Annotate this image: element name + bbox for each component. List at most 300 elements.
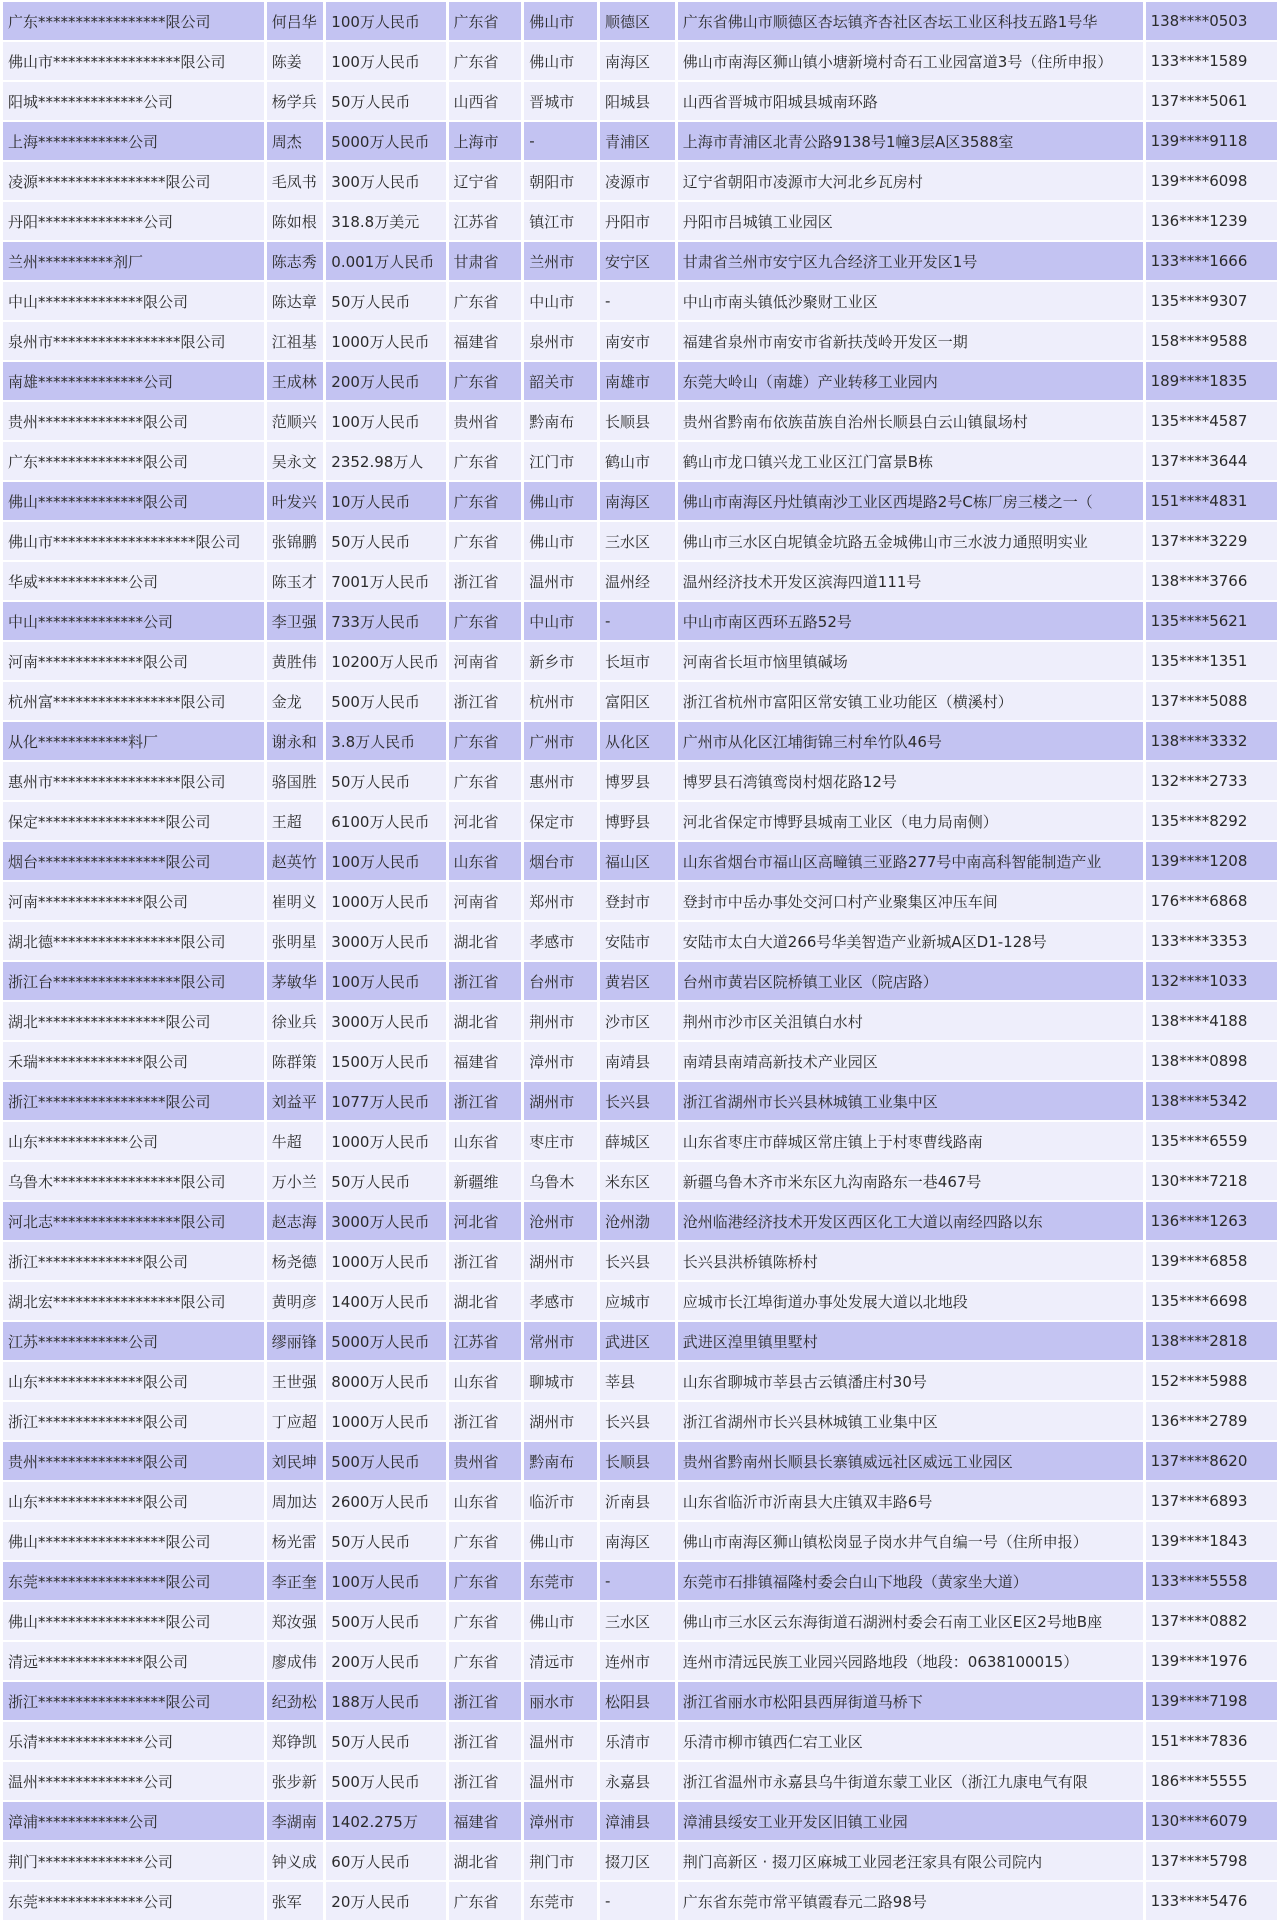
province-cell: 广东省 bbox=[449, 762, 522, 800]
table-row bbox=[3, 1682, 1277, 1720]
address-cell: 山东省烟台市福山区高疃镇三亚路277号中南高科智能制造产业 bbox=[678, 842, 1143, 880]
province-cell: 广东省 bbox=[449, 722, 522, 760]
province-cell: 辽宁省 bbox=[449, 162, 522, 200]
province-cell: 江苏省 bbox=[449, 1322, 522, 1360]
table-row bbox=[3, 522, 1277, 560]
address-cell: 福建省泉州市南安市省新扶茂岭开发区一期 bbox=[678, 322, 1143, 360]
table-row bbox=[3, 1042, 1277, 1080]
address-cell: 长兴县洪桥镇陈桥村 bbox=[678, 1242, 1143, 1280]
company-name-cell: 乌鲁木*****************限公司 bbox=[3, 1162, 264, 1200]
legal-person-cell: 范顺兴 bbox=[267, 402, 324, 440]
legal-person-cell: 茅敏华 bbox=[267, 962, 324, 1000]
address-cell: 山东省临沂市沂南县大庄镇双丰路6号 bbox=[678, 1482, 1143, 1520]
address-cell: 南靖县南靖高新技术产业园区 bbox=[678, 1042, 1143, 1080]
address-cell: 广东省东莞市常平镇霞春元二路98号 bbox=[678, 1882, 1143, 1920]
address-cell: 贵州省黔南州长顺县长寨镇威远社区威远工业园区 bbox=[678, 1442, 1143, 1480]
phone-cell: 189****1835 bbox=[1146, 362, 1277, 400]
district-cell: 应城市 bbox=[600, 1282, 675, 1320]
phone-cell: 130****7218 bbox=[1146, 1162, 1277, 1200]
legal-person-cell: 谢永和 bbox=[267, 722, 324, 760]
registered-capital-cell: 100万人民币 bbox=[326, 2, 445, 40]
table-row bbox=[3, 1362, 1277, 1400]
district-cell: 薛城区 bbox=[600, 1122, 675, 1160]
phone-cell: 137****5798 bbox=[1146, 1842, 1277, 1880]
registered-capital-cell: 8000万人民币 bbox=[326, 1362, 445, 1400]
table-row bbox=[3, 602, 1277, 640]
legal-person-cell: 周加达 bbox=[267, 1482, 324, 1520]
city-cell: 温州市 bbox=[524, 1722, 597, 1760]
district-cell: 武进区 bbox=[600, 1322, 675, 1360]
address-cell: 浙江省湖州市长兴县林城镇工业集中区 bbox=[678, 1402, 1143, 1440]
city-cell: 聊城市 bbox=[524, 1362, 597, 1400]
province-cell: 广东省 bbox=[449, 482, 522, 520]
registered-capital-cell: 50万人民币 bbox=[326, 522, 445, 560]
phone-cell: 151****4831 bbox=[1146, 482, 1277, 520]
city-cell: 漳州市 bbox=[524, 1802, 597, 1840]
phone-cell: 138****3766 bbox=[1146, 562, 1277, 600]
registered-capital-cell: 200万人民币 bbox=[326, 362, 445, 400]
district-cell: 博野县 bbox=[600, 802, 675, 840]
district-cell: 三水区 bbox=[600, 1602, 675, 1640]
district-cell: 南靖县 bbox=[600, 1042, 675, 1080]
phone-cell: 133****5476 bbox=[1146, 1882, 1277, 1920]
district-cell: 漳浦县 bbox=[600, 1802, 675, 1840]
table-row bbox=[3, 1322, 1277, 1360]
city-cell: 温州市 bbox=[524, 1762, 597, 1800]
city-cell: 广州市 bbox=[524, 722, 597, 760]
address-cell: 山东省枣庄市薛城区常庄镇上于村枣曹线路南 bbox=[678, 1122, 1143, 1160]
table-row bbox=[3, 642, 1277, 680]
table-row bbox=[3, 282, 1277, 320]
registered-capital-cell: 50万人民币 bbox=[326, 1722, 445, 1760]
address-cell: 山西省晋城市阳城县城南环路 bbox=[678, 82, 1143, 120]
city-cell: 孝感市 bbox=[524, 1282, 597, 1320]
province-cell: 江苏省 bbox=[449, 202, 522, 240]
district-cell: 沂南县 bbox=[600, 1482, 675, 1520]
district-cell: - bbox=[600, 1562, 675, 1600]
phone-cell: 139****9118 bbox=[1146, 122, 1277, 160]
registered-capital-cell: 1500万人民币 bbox=[326, 1042, 445, 1080]
phone-cell: 139****7198 bbox=[1146, 1682, 1277, 1720]
district-cell: 鹤山市 bbox=[600, 442, 675, 480]
phone-cell: 138****0503 bbox=[1146, 2, 1277, 40]
address-cell: 浙江省温州市永嘉县乌牛街道东蒙工业区（浙江九康电气有限 bbox=[678, 1762, 1143, 1800]
address-cell: 辽宁省朝阳市凌源市大河北乡瓦房村 bbox=[678, 162, 1143, 200]
registered-capital-cell: 500万人民币 bbox=[326, 1762, 445, 1800]
city-cell: 朝阳市 bbox=[524, 162, 597, 200]
province-cell: 河北省 bbox=[449, 1202, 522, 1240]
legal-person-cell: 李正奎 bbox=[267, 1562, 324, 1600]
legal-person-cell: 王世强 bbox=[267, 1362, 324, 1400]
address-cell: 浙江省丽水市松阳县西屏街道马桥下 bbox=[678, 1682, 1143, 1720]
registered-capital-cell: 2352.98万人 bbox=[326, 442, 445, 480]
legal-person-cell: 吴永文 bbox=[267, 442, 324, 480]
district-cell: - bbox=[600, 602, 675, 640]
legal-person-cell: 黄明彦 bbox=[267, 1282, 324, 1320]
company-name-cell: 佛山**************限公司 bbox=[3, 482, 264, 520]
city-cell: 泉州市 bbox=[524, 322, 597, 360]
city-cell: 保定市 bbox=[524, 802, 597, 840]
province-cell: 上海市 bbox=[449, 122, 522, 160]
address-cell: 东莞市石排镇福隆村委会白山下地段（黄家坐大道） bbox=[678, 1562, 1143, 1600]
registered-capital-cell: 100万人民币 bbox=[326, 1562, 445, 1600]
legal-person-cell: 缪丽锋 bbox=[267, 1322, 324, 1360]
table-row bbox=[3, 1762, 1277, 1800]
company-name-cell: 佛山市*******************限公司 bbox=[3, 522, 264, 560]
district-cell: 南海区 bbox=[600, 42, 675, 80]
table-row bbox=[3, 1842, 1277, 1880]
registered-capital-cell: 1000万人民币 bbox=[326, 1402, 445, 1440]
city-cell: 杭州市 bbox=[524, 682, 597, 720]
phone-cell: 137****5088 bbox=[1146, 682, 1277, 720]
table-row bbox=[3, 882, 1277, 920]
address-cell: 甘肃省兰州市安宁区九合经济工业开发区1号 bbox=[678, 242, 1143, 280]
registered-capital-cell: 50万人民币 bbox=[326, 282, 445, 320]
table-row bbox=[3, 722, 1277, 760]
table-row bbox=[3, 322, 1277, 360]
province-cell: 湖北省 bbox=[449, 922, 522, 960]
district-cell: 沧州渤 bbox=[600, 1202, 675, 1240]
table-row bbox=[3, 1402, 1277, 1440]
legal-person-cell: 周杰 bbox=[267, 122, 324, 160]
city-cell: 东莞市 bbox=[524, 1882, 597, 1920]
district-cell: 安宁区 bbox=[600, 242, 675, 280]
district-cell: 掇刀区 bbox=[600, 1842, 675, 1880]
phone-cell: 132****1033 bbox=[1146, 962, 1277, 1000]
phone-cell: 137****5061 bbox=[1146, 82, 1277, 120]
phone-cell: 135****9307 bbox=[1146, 282, 1277, 320]
city-cell: 常州市 bbox=[524, 1322, 597, 1360]
legal-person-cell: 金龙 bbox=[267, 682, 324, 720]
district-cell: 乐清市 bbox=[600, 1722, 675, 1760]
company-name-cell: 从化************料厂 bbox=[3, 722, 264, 760]
district-cell: 南雄市 bbox=[600, 362, 675, 400]
district-cell: 丹阳市 bbox=[600, 202, 675, 240]
district-cell: 博罗县 bbox=[600, 762, 675, 800]
address-cell: 河北省保定市博野县城南工业区（电力局南侧） bbox=[678, 802, 1143, 840]
company-name-cell: 乐清**************公司 bbox=[3, 1722, 264, 1760]
legal-person-cell: 崔明义 bbox=[267, 882, 324, 920]
district-cell: 富阳区 bbox=[600, 682, 675, 720]
district-cell: 南海区 bbox=[600, 482, 675, 520]
legal-person-cell: 钟义成 bbox=[267, 1842, 324, 1880]
table-row bbox=[3, 202, 1277, 240]
company-name-cell: 山东**************限公司 bbox=[3, 1362, 264, 1400]
city-cell: 新乡市 bbox=[524, 642, 597, 680]
table-row bbox=[3, 1082, 1277, 1120]
company-name-cell: 河北志*****************限公司 bbox=[3, 1202, 264, 1240]
company-name-cell: 中山**************公司 bbox=[3, 602, 264, 640]
registered-capital-cell: 7001万人民币 bbox=[326, 562, 445, 600]
company-name-cell: 河南**************限公司 bbox=[3, 642, 264, 680]
company-name-cell: 惠州市*****************限公司 bbox=[3, 762, 264, 800]
company-name-cell: 中山**************限公司 bbox=[3, 282, 264, 320]
phone-cell: 139****1843 bbox=[1146, 1522, 1277, 1560]
city-cell: 温州市 bbox=[524, 562, 597, 600]
address-cell: 丹阳市吕城镇工业园区 bbox=[678, 202, 1143, 240]
table-row bbox=[3, 922, 1277, 960]
registered-capital-cell: 3000万人民币 bbox=[326, 1202, 445, 1240]
city-cell: 中山市 bbox=[524, 602, 597, 640]
city-cell: 中山市 bbox=[524, 282, 597, 320]
registered-capital-cell: 3000万人民币 bbox=[326, 922, 445, 960]
phone-cell: 138****3332 bbox=[1146, 722, 1277, 760]
city-cell: 佛山市 bbox=[524, 1522, 597, 1560]
table-row bbox=[3, 42, 1277, 80]
registered-capital-cell: 318.8万美元 bbox=[326, 202, 445, 240]
company-name-cell: 保定*****************限公司 bbox=[3, 802, 264, 840]
province-cell: 广东省 bbox=[449, 282, 522, 320]
registered-capital-cell: 1400万人民币 bbox=[326, 1282, 445, 1320]
table-row bbox=[3, 1802, 1277, 1840]
city-cell: 镇江市 bbox=[524, 202, 597, 240]
registered-capital-cell: 6100万人民币 bbox=[326, 802, 445, 840]
district-cell: 顺德区 bbox=[600, 2, 675, 40]
phone-cell: 133****3353 bbox=[1146, 922, 1277, 960]
company-name-cell: 浙江*****************限公司 bbox=[3, 1682, 264, 1720]
registered-capital-cell: 50万人民币 bbox=[326, 82, 445, 120]
legal-person-cell: 刘益平 bbox=[267, 1082, 324, 1120]
registered-capital-cell: 60万人民币 bbox=[326, 1842, 445, 1880]
table-row bbox=[3, 1242, 1277, 1280]
district-cell: 青浦区 bbox=[600, 122, 675, 160]
province-cell: 河南省 bbox=[449, 642, 522, 680]
company-name-cell: 南雄**************公司 bbox=[3, 362, 264, 400]
registered-capital-cell: 5000万人民币 bbox=[326, 1322, 445, 1360]
district-cell: 温州经 bbox=[600, 562, 675, 600]
registered-capital-cell: 3.8万人民币 bbox=[326, 722, 445, 760]
legal-person-cell: 何吕华 bbox=[267, 2, 324, 40]
city-cell: 黔南布 bbox=[524, 402, 597, 440]
address-cell: 河南省长垣市恼里镇碱场 bbox=[678, 642, 1143, 680]
table-row bbox=[3, 1602, 1277, 1640]
phone-cell: 136****2789 bbox=[1146, 1402, 1277, 1440]
province-cell: 广东省 bbox=[449, 42, 522, 80]
province-cell: 福建省 bbox=[449, 1802, 522, 1840]
province-cell: 河北省 bbox=[449, 802, 522, 840]
phone-cell: 133****1589 bbox=[1146, 42, 1277, 80]
province-cell: 贵州省 bbox=[449, 402, 522, 440]
phone-cell: 132****2733 bbox=[1146, 762, 1277, 800]
province-cell: 山东省 bbox=[449, 1482, 522, 1520]
registered-capital-cell: 100万人民币 bbox=[326, 42, 445, 80]
company-name-cell: 河南**************限公司 bbox=[3, 882, 264, 920]
address-cell: 博罗县石湾镇鸾岗村烟花路12号 bbox=[678, 762, 1143, 800]
table-row bbox=[3, 1122, 1277, 1160]
table-row bbox=[3, 962, 1277, 1000]
legal-person-cell: 纪劲松 bbox=[267, 1682, 324, 1720]
phone-cell: 139****6098 bbox=[1146, 162, 1277, 200]
province-cell: 浙江省 bbox=[449, 1722, 522, 1760]
city-cell: 郑州市 bbox=[524, 882, 597, 920]
city-cell: 佛山市 bbox=[524, 522, 597, 560]
phone-cell: 152****5988 bbox=[1146, 1362, 1277, 1400]
city-cell: 佛山市 bbox=[524, 2, 597, 40]
phone-cell: 151****7836 bbox=[1146, 1722, 1277, 1760]
province-cell: 贵州省 bbox=[449, 1442, 522, 1480]
table-row bbox=[3, 1442, 1277, 1480]
address-cell: 上海市青浦区北青公路9138号1幢3层A区3588室 bbox=[678, 122, 1143, 160]
city-cell: 湖州市 bbox=[524, 1082, 597, 1120]
company-name-cell: 烟台*****************限公司 bbox=[3, 842, 264, 880]
registered-capital-cell: 100万人民币 bbox=[326, 402, 445, 440]
company-name-cell: 温州**************公司 bbox=[3, 1762, 264, 1800]
company-name-cell: 山东************公司 bbox=[3, 1122, 264, 1160]
address-cell: 浙江省湖州市长兴县林城镇工业集中区 bbox=[678, 1082, 1143, 1120]
company-name-cell: 佛山市*****************限公司 bbox=[3, 42, 264, 80]
phone-cell: 135****8292 bbox=[1146, 802, 1277, 840]
phone-cell: 135****4587 bbox=[1146, 402, 1277, 440]
company-name-cell: 江苏************公司 bbox=[3, 1322, 264, 1360]
legal-person-cell: 陈玉才 bbox=[267, 562, 324, 600]
address-cell: 荆州市沙市区关沮镇白水村 bbox=[678, 1002, 1143, 1040]
province-cell: 甘肃省 bbox=[449, 242, 522, 280]
registered-capital-cell: 50万人民币 bbox=[326, 762, 445, 800]
address-cell: 沧州临港经济技术开发区西区化工大道以南经四路以东 bbox=[678, 1202, 1143, 1240]
legal-person-cell: 杨尧德 bbox=[267, 1242, 324, 1280]
table-row bbox=[3, 122, 1277, 160]
address-cell: 佛山市南海区狮山镇小塘新境村奇石工业园富道3号（住所申报） bbox=[678, 42, 1143, 80]
table-row bbox=[3, 1282, 1277, 1320]
company-name-cell: 东莞*****************限公司 bbox=[3, 1562, 264, 1600]
phone-cell: 138****5342 bbox=[1146, 1082, 1277, 1120]
registered-capital-cell: 100万人民币 bbox=[326, 962, 445, 1000]
table-row bbox=[3, 1482, 1277, 1520]
province-cell: 浙江省 bbox=[449, 1242, 522, 1280]
legal-person-cell: 张军 bbox=[267, 1882, 324, 1920]
phone-cell: 136****1263 bbox=[1146, 1202, 1277, 1240]
registered-capital-cell: 1000万人民币 bbox=[326, 322, 445, 360]
registered-capital-cell: 1000万人民币 bbox=[326, 882, 445, 920]
company-name-cell: 凌源*****************限公司 bbox=[3, 162, 264, 200]
phone-cell: 136****1239 bbox=[1146, 202, 1277, 240]
legal-person-cell: 牛超 bbox=[267, 1122, 324, 1160]
legal-person-cell: 陈姜 bbox=[267, 42, 324, 80]
address-cell: 温州经济技术开发区滨海四道111号 bbox=[678, 562, 1143, 600]
district-cell: 从化区 bbox=[600, 722, 675, 760]
company-name-cell: 东莞**************公司 bbox=[3, 1882, 264, 1920]
phone-cell: 138****4188 bbox=[1146, 1002, 1277, 1040]
address-cell: 台州市黄岩区院桥镇工业区（院店路） bbox=[678, 962, 1143, 1000]
table-row bbox=[3, 2, 1277, 40]
city-cell: 漳州市 bbox=[524, 1042, 597, 1080]
district-cell: 福山区 bbox=[600, 842, 675, 880]
city-cell: 清远市 bbox=[524, 1642, 597, 1680]
address-cell: 浙江省杭州市富阳区常安镇工业功能区（横溪村） bbox=[678, 682, 1143, 720]
address-cell: 佛山市三水区白坭镇金坑路五金城佛山市三水波力通照明实业 bbox=[678, 522, 1143, 560]
table-row bbox=[3, 1722, 1277, 1760]
address-cell: 佛山市南海区丹灶镇南沙工业区西堤路2号C栋厂房三楼之一（ bbox=[678, 482, 1143, 520]
company-name-cell: 广东*****************限公司 bbox=[3, 2, 264, 40]
company-name-cell: 浙江**************限公司 bbox=[3, 1402, 264, 1440]
province-cell: 湖北省 bbox=[449, 1282, 522, 1320]
address-cell: 武进区湟里镇里墅村 bbox=[678, 1322, 1143, 1360]
city-cell: 黔南布 bbox=[524, 1442, 597, 1480]
phone-cell: 133****5558 bbox=[1146, 1562, 1277, 1600]
company-name-cell: 杭州富*****************限公司 bbox=[3, 682, 264, 720]
province-cell: 广东省 bbox=[449, 1602, 522, 1640]
address-cell: 登封市中岳办事处交河口村产业聚集区冲压车间 bbox=[678, 882, 1143, 920]
district-cell: 沙市区 bbox=[600, 1002, 675, 1040]
district-cell: 长兴县 bbox=[600, 1242, 675, 1280]
table-row bbox=[3, 1162, 1277, 1200]
district-cell: 永嘉县 bbox=[600, 1762, 675, 1800]
province-cell: 新疆维 bbox=[449, 1162, 522, 1200]
phone-cell: 158****9588 bbox=[1146, 322, 1277, 360]
company-name-cell: 湖北*****************限公司 bbox=[3, 1002, 264, 1040]
legal-person-cell: 张明星 bbox=[267, 922, 324, 960]
phone-cell: 139****6858 bbox=[1146, 1242, 1277, 1280]
registered-capital-cell: 0.001万人民币 bbox=[326, 242, 445, 280]
company-name-cell: 湖北宏*****************限公司 bbox=[3, 1282, 264, 1320]
legal-person-cell: 陈如根 bbox=[267, 202, 324, 240]
legal-person-cell: 张锦鹏 bbox=[267, 522, 324, 560]
province-cell: 广东省 bbox=[449, 1522, 522, 1560]
legal-person-cell: 杨光雷 bbox=[267, 1522, 324, 1560]
table-row bbox=[3, 362, 1277, 400]
city-cell: 江门市 bbox=[524, 442, 597, 480]
legal-person-cell: 刘民坤 bbox=[267, 1442, 324, 1480]
registered-capital-cell: 200万人民币 bbox=[326, 1642, 445, 1680]
phone-cell: 137****3229 bbox=[1146, 522, 1277, 560]
table-row bbox=[3, 162, 1277, 200]
registered-capital-cell: 50万人民币 bbox=[326, 1162, 445, 1200]
province-cell: 山东省 bbox=[449, 1122, 522, 1160]
legal-person-cell: 毛凤书 bbox=[267, 162, 324, 200]
registered-capital-cell: 50万人民币 bbox=[326, 1522, 445, 1560]
phone-cell: 138****2818 bbox=[1146, 1322, 1277, 1360]
province-cell: 福建省 bbox=[449, 322, 522, 360]
province-cell: 浙江省 bbox=[449, 962, 522, 1000]
city-cell: 佛山市 bbox=[524, 1602, 597, 1640]
province-cell: 河南省 bbox=[449, 882, 522, 920]
table-row bbox=[3, 442, 1277, 480]
company-name-cell: 浙江**************限公司 bbox=[3, 1242, 264, 1280]
registered-capital-cell: 500万人民币 bbox=[326, 1602, 445, 1640]
table-row bbox=[3, 242, 1277, 280]
province-cell: 浙江省 bbox=[449, 1082, 522, 1120]
phone-cell: 137****3644 bbox=[1146, 442, 1277, 480]
phone-cell: 137****6893 bbox=[1146, 1482, 1277, 1520]
city-cell: 晋城市 bbox=[524, 82, 597, 120]
company-name-cell: 华威************公司 bbox=[3, 562, 264, 600]
city-cell: 佛山市 bbox=[524, 42, 597, 80]
city-cell: 佛山市 bbox=[524, 482, 597, 520]
company-name-cell: 丹阳**************公司 bbox=[3, 202, 264, 240]
phone-cell: 133****1666 bbox=[1146, 242, 1277, 280]
legal-person-cell: 张步新 bbox=[267, 1762, 324, 1800]
address-cell: 安陆市太白大道266号华美智造产业新城A区D1-128号 bbox=[678, 922, 1143, 960]
province-cell: 广东省 bbox=[449, 1642, 522, 1680]
legal-person-cell: 徐业兵 bbox=[267, 1002, 324, 1040]
address-cell: 乐清市柳市镇西仁宕工业区 bbox=[678, 1722, 1143, 1760]
district-cell: 三水区 bbox=[600, 522, 675, 560]
district-cell: 登封市 bbox=[600, 882, 675, 920]
district-cell: 安陆市 bbox=[600, 922, 675, 960]
phone-cell: 139****1976 bbox=[1146, 1642, 1277, 1680]
legal-person-cell: 郑铮凯 bbox=[267, 1722, 324, 1760]
phone-cell: 130****6079 bbox=[1146, 1802, 1277, 1840]
legal-person-cell: 叶发兴 bbox=[267, 482, 324, 520]
legal-person-cell: 黄胜伟 bbox=[267, 642, 324, 680]
table-row bbox=[3, 1562, 1277, 1600]
company-name-cell: 泉州市*****************限公司 bbox=[3, 322, 264, 360]
address-cell: 广东省佛山市顺德区杏坛镇齐杏社区杏坛工业区科技五路1号华 bbox=[678, 2, 1143, 40]
table-row bbox=[3, 1882, 1277, 1920]
registered-capital-cell: 1000万人民币 bbox=[326, 1122, 445, 1160]
table-row bbox=[3, 1522, 1277, 1560]
table-row bbox=[3, 1202, 1277, 1240]
